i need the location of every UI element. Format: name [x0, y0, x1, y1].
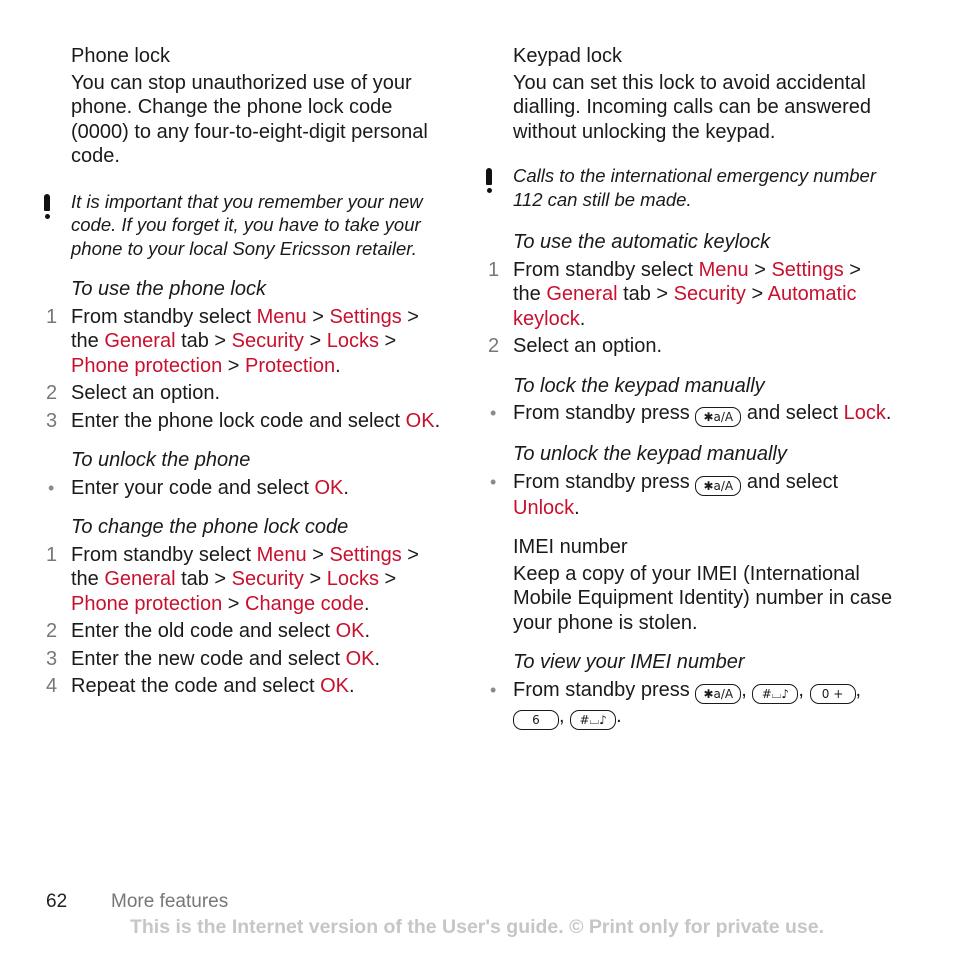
ok-link: OK — [405, 409, 435, 432]
phone-protection-link: Phone protection — [71, 354, 223, 377]
keypad-lock-note-text: Calls to the international emergency number 112 can still be made. — [513, 165, 876, 210]
step-number: 1 — [46, 543, 58, 566]
step-text: . — [374, 647, 381, 670]
step-text: . — [343, 476, 349, 499]
phone-lock-description: You can stop unauthorized use of your phone. Change the phone lock code (0000) to any four-to-eight-digit personal code. — [71, 71, 428, 167]
step-text: . — [616, 704, 622, 727]
step-separator: > — [222, 592, 246, 615]
exclamation-icon — [485, 168, 493, 193]
settings-link: Settings — [329, 305, 402, 328]
settings-link: Settings — [329, 543, 402, 566]
change-code-steps — [46, 543, 451, 699]
step-text: From standby press — [513, 470, 696, 493]
step-text: > the — [71, 305, 419, 352]
auto-keylock-steps — [488, 258, 893, 359]
six-key-icon: 6 — [513, 710, 559, 730]
settings-link: Settings — [771, 258, 844, 281]
step-text: . — [579, 307, 586, 330]
bullet-marker: • — [490, 403, 497, 423]
ok-link: OK — [314, 476, 344, 499]
step-number: 1 — [488, 258, 500, 281]
section-title-phone-lock: Phone lock — [71, 45, 170, 67]
step-text: . — [364, 592, 370, 615]
step-text: From standby select — [71, 305, 257, 328]
procedure-title-change-code: To change the phone lock code — [71, 516, 349, 538]
phone-protection-link: Phone protection — [71, 592, 223, 615]
ok-link: OK — [335, 620, 365, 642]
step-text: tab > — [175, 330, 232, 352]
step-text: Enter the new code and select — [71, 647, 346, 670]
step-text: Repeat the code and select — [71, 675, 321, 697]
locks-link: Locks — [326, 568, 379, 590]
step-separator: > — [378, 568, 397, 590]
unlock-keypad-steps — [490, 470, 893, 521]
step-text: Enter your code and select — [71, 476, 315, 499]
step-separator: > — [303, 330, 327, 352]
step-separator: > — [748, 258, 772, 281]
step-text: and select — [741, 470, 839, 493]
keypad-lock-description: You can set this lock to avoid accidental dialling. Incoming calls can be answered without unlocking the keypad. — [513, 71, 871, 143]
bullet-item — [48, 476, 451, 501]
step-text: Select an option. — [513, 335, 662, 357]
protection-link: Protection — [245, 354, 336, 377]
section-name: More features — [111, 891, 229, 912]
step-text: tab > — [617, 283, 674, 305]
right-column — [488, 44, 893, 733]
security-link: Security — [231, 330, 304, 352]
step-item — [488, 258, 893, 332]
change-code-link: Change code — [245, 592, 365, 615]
step-item — [46, 647, 451, 672]
bullet-item — [490, 470, 893, 521]
automatic-keylock-link: Automatic keylock — [513, 283, 857, 330]
menu-link: Menu — [256, 543, 307, 566]
step-text: . — [348, 675, 355, 697]
step-separator: > — [303, 568, 327, 590]
lock-link: Lock — [843, 402, 886, 424]
general-tab-link: General — [104, 330, 176, 352]
procedure-title-use-phone-lock: To use the phone lock — [71, 278, 266, 300]
step-text: tab > — [175, 568, 232, 590]
imei-description: Keep a copy of your IMEI (International Mobile Equipment Identity) number in case your phone is stolen. — [513, 562, 893, 634]
step-separator: > — [222, 354, 246, 377]
locks-link: Locks — [326, 330, 379, 352]
step-text: From standby press — [513, 402, 696, 424]
copyright-notice: This is the Internet version of the User's guide. © Print only for private use. — [129, 916, 825, 938]
bullet-marker: • — [490, 471, 497, 492]
lock-keypad-steps — [490, 401, 893, 427]
procedure-title-unlock-phone: To unlock the phone — [71, 449, 251, 471]
view-imei-steps — [490, 678, 893, 730]
menu-link: Menu — [256, 305, 307, 328]
zero-key-icon: 0 + — [810, 684, 856, 704]
procedure-title-unlock-keypad: To unlock the keypad manually — [513, 443, 787, 465]
step-text: and select — [741, 402, 844, 424]
step-separator: > — [306, 305, 330, 328]
step-text: Enter the phone lock code and select — [71, 409, 406, 432]
step-item — [46, 305, 451, 379]
step-item — [46, 543, 451, 617]
general-tab-link: General — [104, 568, 176, 590]
step-text: > the — [513, 258, 861, 305]
step-separator: , — [741, 678, 753, 701]
step-text: > the — [71, 543, 419, 590]
phone-lock-note — [71, 190, 451, 261]
security-link: Security — [673, 283, 746, 305]
menu-link: Menu — [698, 258, 749, 281]
security-link: Security — [231, 568, 304, 590]
step-number: 2 — [488, 335, 500, 357]
exclamation-icon — [43, 194, 51, 219]
step-number: 3 — [46, 409, 58, 432]
bullet-marker: • — [490, 679, 497, 700]
step-text: . — [335, 354, 341, 377]
ok-link: OK — [345, 647, 375, 670]
step-number: 2 — [46, 382, 58, 404]
hash-key-icon: #⌴♪ — [752, 684, 798, 704]
step-number: 1 — [46, 305, 58, 328]
hash-key-icon: #⌴♪ — [570, 710, 616, 730]
bullet-item — [490, 678, 893, 730]
star-key-icon: ✱a/A — [695, 407, 741, 427]
step-item — [488, 334, 893, 359]
step-separator: > — [745, 283, 768, 305]
keypad-lock-note — [513, 164, 893, 211]
step-item — [46, 409, 451, 434]
step-separator: , — [798, 678, 810, 701]
general-tab-link: General — [546, 283, 618, 305]
section-title-imei: IMEI number — [513, 536, 628, 558]
step-text: From standby select — [513, 258, 699, 281]
step-separator: , — [559, 704, 571, 727]
step-number: 2 — [46, 620, 58, 642]
procedure-title-view-imei: To view your IMEI number — [513, 651, 745, 673]
step-number: 3 — [46, 647, 58, 670]
page-number: 62 — [46, 891, 68, 912]
step-text: Enter the old code and select — [71, 620, 336, 642]
bullet-marker: • — [48, 477, 55, 498]
unlock-link: Unlock — [513, 496, 575, 519]
procedure-title-lock-keypad: To lock the keypad manually — [513, 374, 765, 397]
star-key-icon: ✱a/A — [695, 684, 741, 704]
use-phone-lock-steps — [46, 305, 451, 434]
step-text: . — [885, 402, 892, 424]
step-text: Select an option. — [71, 382, 220, 404]
step-item — [46, 674, 451, 699]
section-title-keypad-lock: Keypad lock — [513, 45, 622, 67]
step-separator: , — [855, 678, 862, 701]
star-key-icon: ✱a/A — [695, 476, 741, 496]
step-text: From standby select — [71, 543, 257, 566]
step-text: From standby press — [513, 678, 696, 701]
step-number: 4 — [46, 675, 58, 697]
unlock-phone-steps — [48, 476, 451, 501]
bullet-item — [490, 401, 893, 427]
step-text: . — [574, 496, 580, 519]
ok-link: OK — [320, 675, 349, 697]
step-item — [46, 381, 451, 406]
step-text: . — [434, 409, 441, 432]
phone-lock-note-text: It is important that you remember your new code. If you forget it, you have to take your phone to your local Sony Ericsson retailer. — [71, 190, 423, 259]
step-text: . — [364, 620, 371, 642]
step-separator: > — [378, 330, 397, 352]
step-separator: > — [306, 543, 330, 566]
step-item — [46, 619, 451, 644]
left-column — [46, 44, 451, 702]
procedure-title-auto-keylock: To use the automatic keylock — [513, 231, 771, 253]
